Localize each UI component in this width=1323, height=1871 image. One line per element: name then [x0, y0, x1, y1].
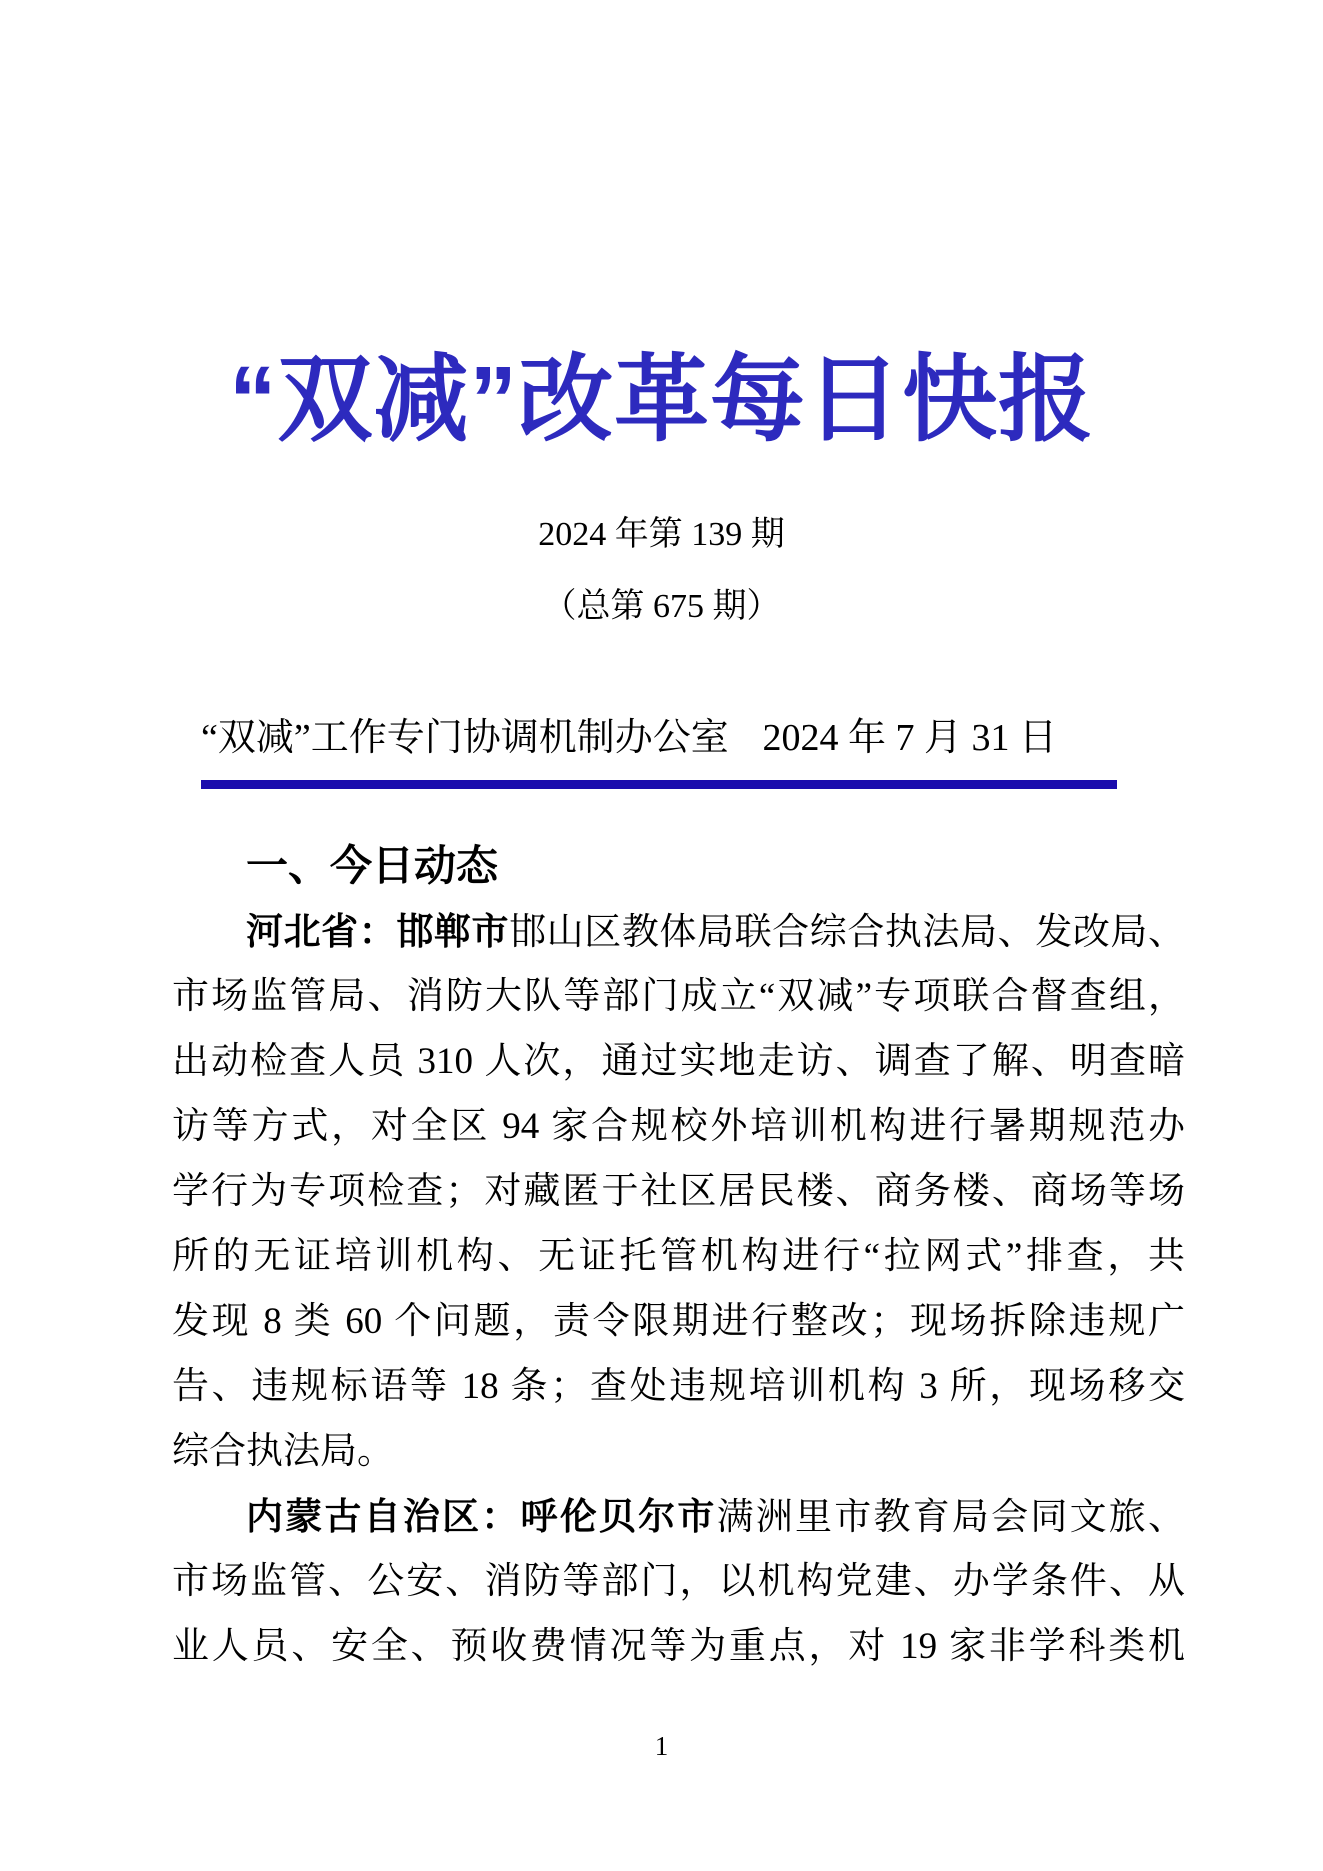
paragraph-line: 所的无证培训机构、无证托管机构进行“拉网式”排查，共	[172, 1236, 1185, 1277]
newsletter-title: “双减”改革每日快报	[228, 347, 1094, 453]
issue-date: 2024 年 7 月 31 日	[762, 717, 1057, 759]
paragraph-line	[172, 1484, 1185, 1549]
page-number: 1	[654, 1731, 669, 1761]
document-body	[172, 833, 1185, 1679]
province-lead-hebei: 河北省：邯郸市	[246, 911, 510, 952]
section-heading: 一、今日动态	[246, 842, 499, 889]
paragraph-line: 学行为专项检查；对藏匿于社区居民楼、商务楼、商场等场	[172, 1171, 1185, 1212]
paragraph-line: 综合执法局。	[172, 1431, 394, 1472]
paragraph-line: 出动检查人员 310 人次，通过实地走访、调查了解、明查暗	[172, 1041, 1185, 1082]
line-text: 邯山区教体局联合综合执法局、发改局、	[509, 912, 1186, 953]
paragraph-line: 业人员、安全、预收费情况等为重点，对 19 家非学科类机	[172, 1626, 1185, 1667]
issue-number: 2024 年第 139 期	[538, 516, 785, 553]
cumulative-issue-number: （总第 675 期）	[542, 588, 781, 625]
paragraph-line: 访等方式，对全区 94 家合规校外培训机构进行暑期规范办	[172, 1106, 1185, 1147]
issuing-office: “双减”工作专门协调机制办公室	[201, 717, 729, 759]
paragraph-line: 市场监管、公安、消防等部门，以机构党建、办学条件、从	[172, 1561, 1185, 1602]
paragraph-line: 发现 8 类 60 个问题，责令限期进行整改；现场拆除违规广	[172, 1301, 1185, 1342]
issuer-row	[201, 712, 1057, 764]
paragraph-line: 告、违规标语等 18 条；查处违规培训机构 3 所，现场移交	[172, 1366, 1185, 1407]
divider-rule	[201, 780, 1117, 789]
paragraph-line: 市场监管局、消防大队等部门成立“双减”专项联合督查组，	[172, 976, 1185, 1017]
paragraph-line	[172, 899, 1185, 964]
province-lead-neimenggu: 内蒙古自治区：呼伦贝尔市	[246, 1496, 717, 1537]
line-text: 满洲里市教育局会同文旅、	[716, 1497, 1186, 1538]
